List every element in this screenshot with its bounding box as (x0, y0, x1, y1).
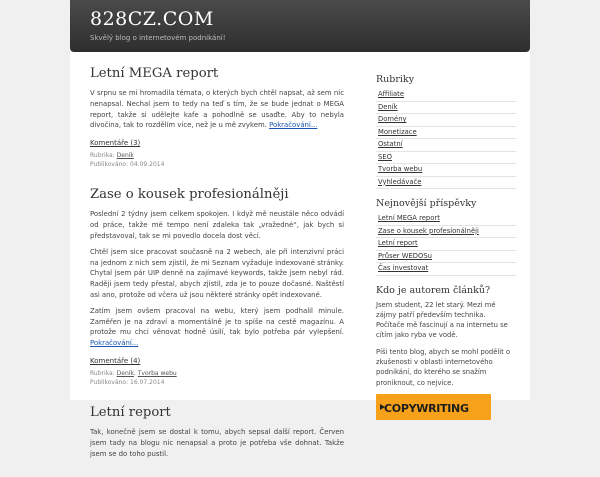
read-more-link[interactable]: Pokračování... (90, 339, 139, 348)
post-list (90, 52, 344, 477)
recent-post-item (376, 251, 516, 264)
post-title[interactable]: Letní report (90, 405, 171, 421)
about-text: Píši tento blog, abych se mohl podělit o zkušenosti v oblasti internetového podnikání, do kterého se snažím proniknout, co nejvíce. (376, 347, 511, 387)
recent-post-link[interactable]: Letní MEGA report (378, 214, 440, 222)
post-title[interactable]: Letní MEGA report (90, 66, 219, 81)
site-tagline: Skvělý blog o internetovém podnikání! (90, 34, 226, 42)
category-item (376, 127, 516, 140)
category-link[interactable]: Deník (116, 152, 134, 160)
read-more-link[interactable]: Pokračování... (269, 121, 318, 130)
recent-post-item (376, 263, 516, 276)
recent-post-item (376, 226, 516, 239)
site-header (70, 0, 530, 52)
post (90, 186, 344, 387)
category-item (376, 177, 516, 190)
site-title[interactable]: 828CZ.COM (90, 8, 214, 30)
category-item (376, 102, 516, 115)
post-paragraph: V srpnu se mi hromadila témata, o kterých bych chtěl napsat, až sem nic nenapsal. Nechal jsem to tedy na teď s tím, že se bude jednat o MEGA report, takže si udělejte kafe a pohodlně se usaďte. Aby to nebyla divočina, tak to rozdělím více, než je u mě zvykem. (90, 89, 344, 130)
widget-title: Nejnovější příspěvky (376, 198, 477, 209)
recent-post-link[interactable]: Letní report (378, 239, 418, 247)
category-item (376, 89, 516, 102)
post (90, 404, 344, 459)
post-date: 04.09.2014 (130, 160, 165, 168)
rubric-label: Rubrika: (90, 369, 115, 377)
category-link[interactable]: Deník (378, 102, 398, 111)
post-date: 16.07.2014 (130, 378, 165, 386)
sidebar (376, 74, 516, 429)
category-item (376, 152, 516, 165)
category-item (376, 164, 516, 177)
comments-link[interactable]: Komentáře (3) (90, 139, 141, 148)
category-link[interactable]: Monetizace (378, 127, 417, 136)
post-paragraph: Tak, konečně jsem se dostal k tomu, abych sepsal další report. Červen jsem tady na blogu nic nenapsal a proto je potřeba vše dohnat. Takže jsem se do toho pustil. (90, 428, 344, 458)
content-area (70, 52, 530, 458)
copywriting-banner[interactable] (376, 394, 491, 420)
category-link[interactable]: Ostatní (378, 140, 403, 148)
category-link[interactable]: Tvorba webu (137, 369, 177, 377)
published-label: Publikováno: (90, 378, 129, 386)
recent-post-link[interactable]: Zase o kousek profesionálněji (378, 226, 479, 235)
post-excerpt (90, 209, 344, 349)
comments-link-wrap (90, 139, 344, 147)
category-link[interactable]: Domény (378, 115, 407, 123)
post-paragraph: Zatím jsem ovšem pracoval na webu, který jsem podhalil minule. Zaměřen je na zdraví a momentálně je to spíše na cestě magazínu. A protože mu chci věnovat hodně úsilí, tak bylo potřeba pár vylepšení. (90, 306, 344, 337)
post-meta: Rubrika: Deník, Tvorba webu Publikováno: 16.07.2014 (90, 369, 177, 386)
recent-post-link[interactable]: Průser WEDOSu (378, 251, 432, 260)
comments-link-wrap (90, 357, 344, 365)
published-label: Publikováno: (90, 160, 129, 168)
recent-post-link[interactable]: Čas investovat (378, 264, 429, 272)
category-link[interactable]: Affiliate (378, 90, 405, 98)
post-title[interactable]: Zase o kousek profesionálněji (90, 187, 289, 203)
recent-post-item (376, 213, 516, 226)
category-link[interactable]: Tvorba webu (378, 165, 423, 173)
category-link[interactable]: Vyhledávače (378, 177, 422, 186)
post-paragraph: Chtěl jsem sice pracovat současně na 2 webech, ale při intenzivní práci na jednom z nich sem zjistil, že mi Seznam vyžaduje indexované stránky. Chytal jsem pár UIP denně na zajímavé keywords, takže jsem nebyl rád. Raději jsem tedy přestal, abych zjistil, zda je to pouze dočasné. Naštěstí asi ano, protože od včera už jsou některé stránky opět indexované. (90, 247, 344, 299)
banner-text: COPYWRITING (384, 401, 469, 415)
recent-post-item (376, 238, 516, 251)
comments-link[interactable]: Komentáře (4) (90, 356, 141, 365)
post-excerpt (90, 88, 344, 131)
widget-categories (376, 74, 516, 189)
widget-about (376, 285, 516, 420)
category-link[interactable]: SEO (378, 152, 392, 161)
widget-title: Rubriky (376, 74, 415, 85)
rubric-label: Rubrika: (90, 152, 115, 160)
category-item (376, 114, 516, 127)
widget-recent-posts (376, 198, 516, 276)
post-excerpt (90, 427, 344, 459)
category-item (376, 139, 516, 152)
widget-title: Kdo je autorem článků? (376, 284, 491, 296)
about-text: Jsem student, 22 let starý. Mezi mé zájmy patří především technika. Počítače mě fascinují a na internetu se cítím jako ryba ve vodě. (376, 300, 508, 340)
post-paragraph: Poslední 2 týdny jsem celkem spokojen. I když mě neustále něco odvádí od práce, takže mé tempo není zdaleka tak „vražedné“, jak bych si představoval, tak se mi povedlo docela dost věcí. (90, 210, 344, 240)
post (90, 65, 344, 169)
post-meta (90, 152, 344, 169)
category-link[interactable]: Deník (116, 369, 134, 377)
